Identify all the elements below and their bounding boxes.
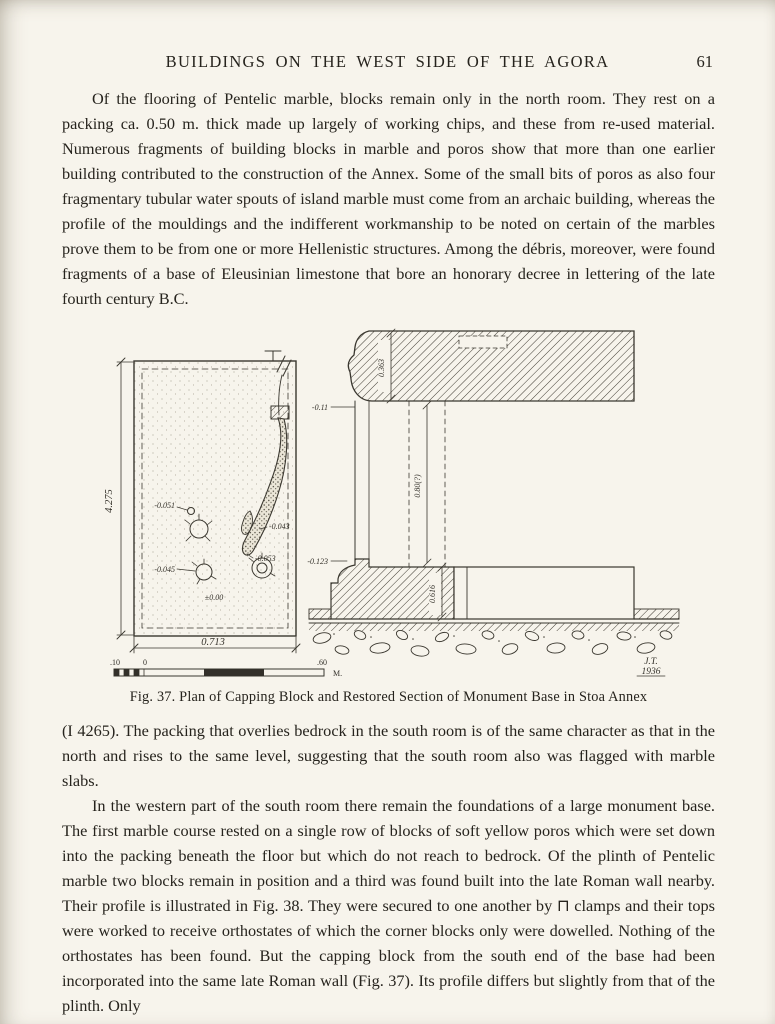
paragraph-packing: (I 4265). The packing that overlies bedrock in the south room is of the same character as that in the north and rises to the same level, suggesting that the south room also was flagged with marble slabs. [62, 721, 715, 790]
rubble-stones [312, 629, 673, 658]
signature-year: 1936 [641, 667, 660, 677]
dim-datum: ±0.00 [204, 593, 223, 602]
scale-bar [114, 669, 324, 676]
dim-band-height: 0.363 [376, 359, 386, 377]
scale-label-right: .60 [316, 658, 327, 667]
dim-hole-c: -0.053 [254, 554, 276, 563]
dim-plinth-height: 0.616 [427, 585, 437, 603]
figure-drawing [79, 315, 699, 687]
page-number: 61 [696, 52, 713, 71]
dim-hole-d: -0.045 [153, 565, 175, 574]
signature-initials: J.T. [643, 657, 658, 667]
text-block [62, 86, 715, 1018]
running-header [0, 0, 775, 78]
earth-hatch-left [309, 609, 331, 619]
orthostate-dim-line [423, 401, 431, 567]
dim-level-bottom: -0.123 [306, 557, 328, 566]
socket-hatched [271, 406, 289, 419]
scale-label-zero: 0 [142, 658, 147, 667]
figure-caption: Fig. 37. Plan of Capping Block and Restored Section of Monument Base in Stoa Annex [129, 689, 648, 705]
dim-level-top: -0.11 [311, 403, 328, 412]
scale-unit: M. [332, 669, 342, 678]
section-view [306, 329, 679, 657]
paragraph-monument-base: In the western part of the south room there remain the foundations of a large monument base. The first marble course rested on a single row of blocks of soft yellow poros which were set down into the packing beneath the floor but which do not reach to bedrock. Of the plinth of Pentelic marble two blocks remain in position and a third was found built into the late Roman wall nearby. Their profile is illustrated in Fig. 38. They were secured to one another by ⊓ clamps and their tops were worked to receive orthostates of which the corner blocks only were dowelled. Nothing of the orthostates has been found. But the capping block from the south end of the base had been incorporated into the same late Roman wall (Fig. 37). Its profile differs but slightly from that of the plinth. Only [62, 796, 715, 1015]
dim-plan-width: 0.713 [200, 637, 225, 648]
subgrade-hatch [309, 623, 679, 631]
earth-hatch-right [634, 609, 679, 619]
dowel-cutting-dashed [459, 336, 507, 348]
clamp-cutting-mark [265, 351, 281, 361]
dim-plan-height: 4.275 [103, 489, 115, 513]
plan-view [117, 351, 300, 653]
plinth-restored [454, 567, 634, 619]
dim-hole-a: -0.051 [153, 501, 175, 510]
scale-label-left: .10 [109, 658, 120, 667]
figure-37 [62, 315, 715, 706]
dim-orthostate: 0.80(?) [412, 474, 422, 498]
paragraph-flooring: Of the flooring of Pentelic marble, blocks remain only in the north room. They rest on a packing ca. 0.50 m. thick made up largely of working chips, and these from re-used material. Numerous fragments of building blocks in marble and poros show that more than one earlier building contributed to the construction of the Annex. Some of the small bits of poros as also four fragmentary tubular water spouts of island marble must come from an archaic building, whereas the profile of the mouldings and the indifferent workmanship to be noted on certain of the marbles prove them to be from one or more Hellenistic structures. Among the débris, moreover, were found fragments of a base of Eleusinian limestone that bore an honorary decree in lettering of the late fourth century B.C. [62, 89, 715, 308]
height-dim-ext [117, 362, 133, 635]
page-title: BUILDINGS ON THE WEST SIDE OF THE AGORA [165, 52, 610, 71]
dim-hole-b: -0.043 [268, 522, 290, 531]
